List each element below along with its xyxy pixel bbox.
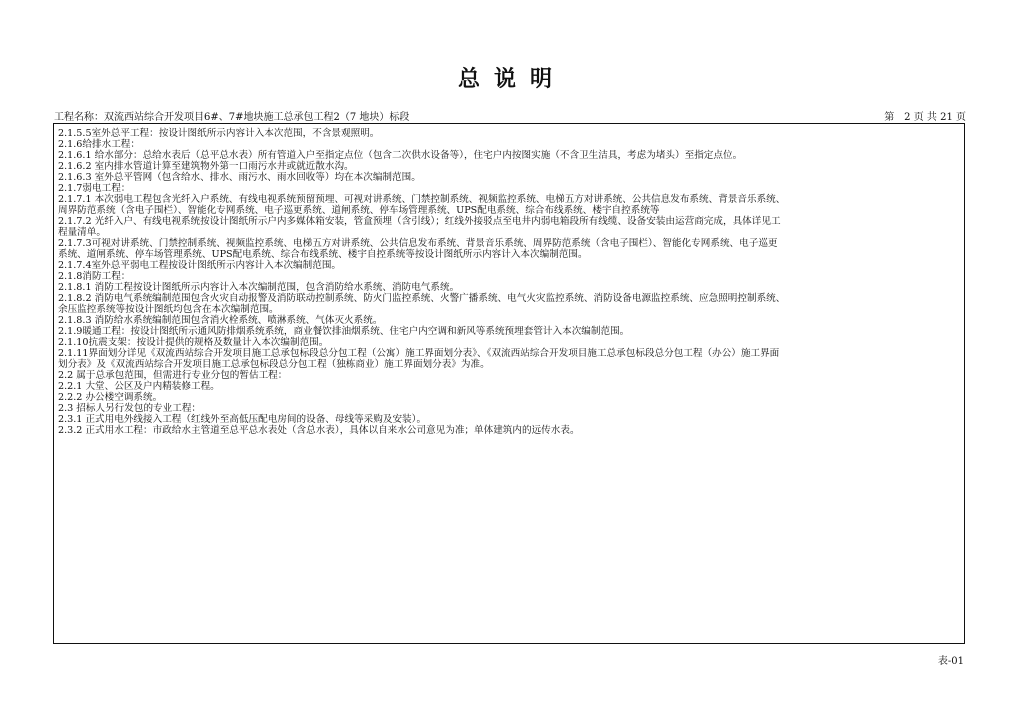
text-line: 2.1.6.1 给水部分：总给水表后（总平总水表）所有管道入户至指定点位（包含二次供水设备等），住宅户内按图实施（不含卫生洁具，考虑为堵头）至指定点位。 — [58, 150, 743, 161]
text-line: 2.1.10抗震支架：按设计提供的规格及数量计入本次编制范围。 — [58, 337, 329, 348]
text-line: 2.1.6给排水工程： — [58, 139, 140, 150]
project-header — [54, 108, 966, 123]
text-line: 2.1.5.5室外总平工程：按设计图纸所示内容计入本次范围，不含景观照明。 — [58, 128, 380, 139]
text-line: 2.1.6.2 室内排水管道计算至建筑物外第一口雨污水井或就近散水沟。 — [58, 161, 354, 172]
content-frame — [53, 123, 965, 644]
text-line: 2.2.1 大堂、公区及户内精装修工程。 — [58, 381, 220, 392]
text-line: 2.2 属于总承包范围，但需进行专业分包的暂估工程： — [58, 370, 288, 381]
text-line: 划分表》及《双流西站综合开发项目施工总承包标段总分包工程（独栋商业）施工界面划分表》为准。 — [58, 359, 490, 370]
text-line: 2.1.7.2 光纤入户、有线电视系统按设计图纸所示户内多媒体箱安装，管盒预埋（含引线）；红线外接驳点至电井内弱电箱段所有线缆、设备安装由运营商完成，具体详见工 — [58, 216, 781, 227]
page-info: 第 2 页 共 21 页 — [884, 112, 966, 123]
text-line: 2.1.7.3可视对讲系统、门禁控制系统、视频监控系统、电梯五方对讲系统、公共信息发布系统、背景音乐系统、周界防范系统（含电子围栏）、智能化专网系统、电子巡更 — [58, 238, 778, 249]
text-line: 2.1.8.3 消防给水系统编制范围包含消火栓系统、喷淋系统、气体灭火系统。 — [58, 315, 383, 326]
description-body — [58, 128, 960, 436]
text-line: 2.1.6.3 室外总平管网（包含给水、排水、雨污水、雨水回收等）均在本次编制范围。 — [58, 172, 421, 183]
project-name: 工程名称：双流西站综合开发项目6#、7#地块施工总承包工程2（7 地块）标段 — [54, 112, 410, 123]
text-line: 2.3 招标人另行发包的专业工程： — [58, 403, 202, 414]
text-line: 2.1.7弱电工程： — [58, 183, 131, 194]
text-line: 2.1.7.1 本次弱电工程包含光纤入户系统、有线电视系统预留预埋、可视对讲系统、门禁控制系统、视频监控系统、电梯五方对讲系统、公共信息发布系统、背景音乐系统、 — [58, 194, 786, 205]
text-line: 2.2.2 办公楼空调系统。 — [58, 392, 163, 403]
text-line: 余压监控系统等按设计图纸均包含在本次编制范围。 — [58, 304, 279, 315]
text-line: 2.1.7.4室外总平弱电工程按设计图纸所示内容计入本次编制范围。 — [58, 260, 342, 271]
form-code: 表-01 — [937, 656, 964, 667]
text-line: 2.1.8.1 消防工程按设计图纸所示内容计入本次编制范围，包含消防给水系统、消防电气系统。 — [58, 282, 460, 293]
text-line: 2.1.8.2 消防电气系统编制范围包含火灾自动报警及消防联动控制系统、防火门监控系统、火警广播系统、电气火灾监控系统、消防设备电源监控系统、应急照明控制系统、 — [58, 293, 786, 304]
text-line: 程量清单。 — [58, 227, 106, 238]
text-line: 系统、道闸系统、停车场管理系统、UPS配电系统、综合布线系统、楼宇自控系统等按设计图纸所示内容计入本次编制范围。 — [58, 249, 588, 260]
document-title: 总说明 — [457, 67, 566, 92]
text-line: 2.3.2 正式用水工程：市政给水主管道至总平总水表处（含总水表），具体以自来水公司意见为准；单体建筑内的远传水表。 — [58, 425, 580, 436]
text-line: 2.1.8消防工程： — [58, 271, 131, 282]
text-line: 2.1.11界面划分详见《双流西站综合开发项目施工总承包标段总分包工程（公寓）施工界面划分表》、《双流西站综合开发项目施工总承包标段总分包工程（办公）施工界面 — [58, 348, 780, 359]
text-line: 周界防范系统（含电子围栏）、智能化专网系统、电子巡更系统、道闸系统、停车场管理系统、UPS配电系统、综合布线系统、楼宇自控系统等 — [58, 205, 660, 216]
text-line: 2.3.1 正式用电外线接入工程（红线外至高低压配电房间的设备、母线等采购及安装）。 — [58, 414, 427, 425]
text-line: 2.1.9暖通工程：按设计图纸所示通风防排烟系统系统，商业餐饮排油烟系统、住宅户内空调和新风等系统预埋套管计入本次编制范围。 — [58, 326, 630, 337]
